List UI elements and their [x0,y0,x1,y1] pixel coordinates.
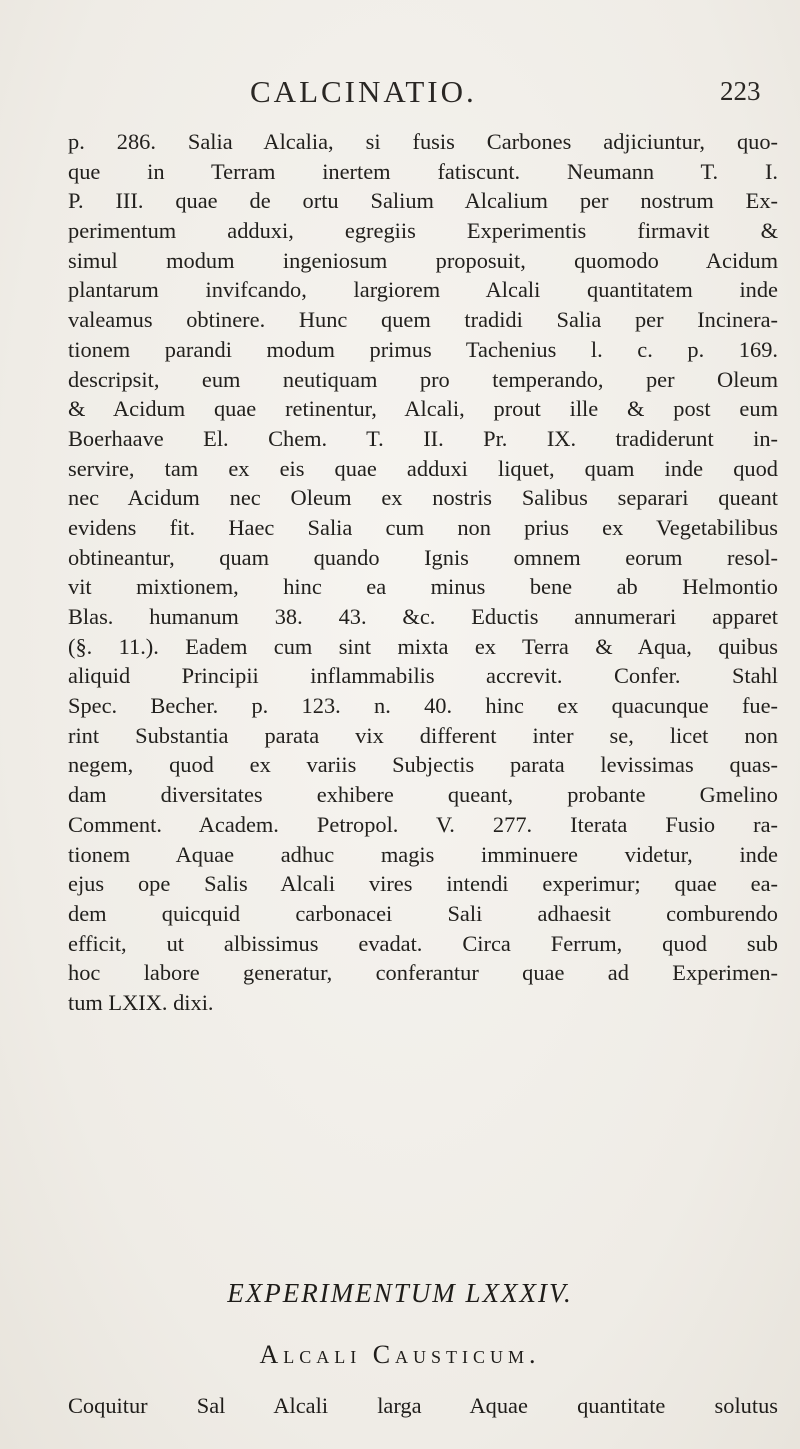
text-line: valeamus obtinere. Hunc quem tradidi Salia per Incinera- [68,307,778,333]
text-line: (§. 11.). Eadem cum sint mixta ex Terra & Aqua, quibus [68,633,778,659]
text-line: tum LXIX. dixi. [68,989,214,1015]
text-line: negem, quod ex variis Subjectis parata levissimas quas- [68,752,778,778]
page-number: 223 [720,76,761,106]
experiment-title: EXPERIMENTUM LXXXIV. [227,1278,573,1308]
text-line: & Acidum quae retinentur, Alcali, prout ille & post eum [68,396,778,422]
running-title: CALCINATIO. [250,74,477,109]
text-line: hoc labore generatur, conferantur quae ad Experimen- [68,960,778,986]
text-line: dem quicquid carbonacei Sali adhaesit comburendo [68,900,778,926]
text-line: obtineantur, quam quando Ignis omnem eorum resol- [68,544,778,570]
page-header [0,74,800,114]
text-line: dam diversitates exhibere queant, probante Gmelino [68,782,778,808]
text-line: descripsit, eum neutiquam pro temperando, per Oleum [68,366,778,392]
text-line: Boerhaave El. Chem. T. II. Pr. IX. tradiderunt in- [68,425,778,451]
text-line: tionem parandi modum primus Tachenius l. c. p. 169. [68,336,778,362]
text-line: que in Terram inertem fatiscunt. Neumann T. I. [68,158,778,184]
text-line: Blas. humanum 38. 43. &c. Eductis annumerari apparet [68,604,778,629]
text-line: nec Acidum nec Oleum ex nostris Salibus separari queant [68,485,778,511]
text-line: aliquid Principii inflammabilis accrevit. Confer. Stahl [68,663,778,689]
text-line: Coquitur Sal Alcali larga Aquae quantitate solutus [68,1393,778,1418]
text-line: rint Substantia parata vix different inter se, licet non [68,722,778,748]
text-line: servire, tam ex eis quae adduxi liquet, quam inde quod [68,455,778,481]
text-line: evidens fit. Haec Salia cum non prius ex Vegetabilibus [68,514,778,540]
text-line: p. 286. Salia Alcalia, si fusis Carbones adjiciuntur, quo- [68,129,778,154]
text-line: P. III. quae de ortu Salium Alcalium per nostrum Ex- [68,188,778,214]
body-paragraph [68,127,778,1018]
text-line: simul modum ingeniosum proposuit, quomodo Acidum [68,247,778,273]
text-line: plantarum invifcando, largiorem Alcali quantitatem inde [68,277,778,303]
text-line: Comment. Academ. Petropol. V. 277. Iterata Fusio ra- [68,811,778,837]
text-line: Spec. Becher. p. 123. n. 40. hinc ex quacunque fue- [68,693,778,719]
text-line: tionem Aquae adhuc magis imminuere videtur, inde [68,841,778,867]
text-line: perimentum adduxi, egregiis Experimentis firmavit & [68,218,778,244]
text-line: ejus ope Salis Alcali vires intendi experimur; quae ea- [68,871,778,897]
text-line: efficit, ut albissimus evadat. Circa Ferrum, quod sub [68,930,778,956]
text-line: vit mixtionem, hinc ea minus bene ab Helmontio [68,574,778,600]
experiment-subtitle: Alcali Causticum. [259,1340,541,1369]
